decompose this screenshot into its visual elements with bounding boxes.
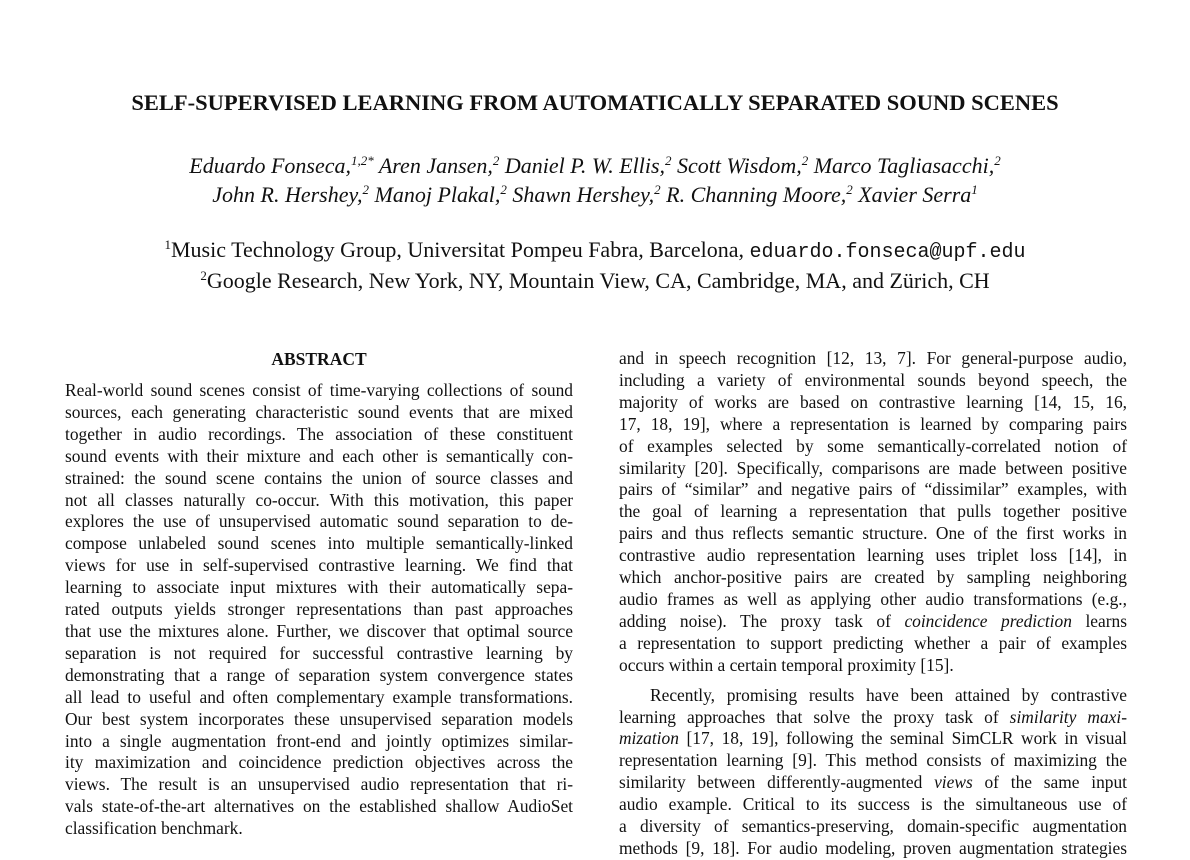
emphasis-term: coincidence prediction: [904, 610, 1072, 631]
author-email: eduardo.fonseca@upf.edu: [749, 241, 1026, 264]
text-line: separation is not required for successful contrastive learning by: [65, 642, 573, 663]
author-affiliation-mark: 1: [971, 182, 978, 197]
text-line: a representation to support predicting whether a pair of examples: [619, 632, 1127, 653]
text-line: including a variety of environmental sounds beyond speech, the: [619, 369, 1127, 390]
author-name: R. Channing Moore,: [660, 182, 847, 207]
text-line: of examples selected by some semantically-correlated notion of: [619, 435, 1127, 456]
text-line: not all classes naturally co-occur. With this motivation, this paper: [65, 489, 573, 510]
text-line: Recently, promising results have been attained by contrastive: [650, 684, 1127, 705]
text-line: audio example. Critical to its success is the simultaneous use of: [619, 794, 1127, 815]
text-line: Our best system incorporates these unsupervised separation models: [65, 708, 573, 729]
text-line: explores the use of unsupervised automatic sound separation to de-: [65, 511, 573, 532]
text-line: [619, 772, 1127, 794]
text-line: views. The result is an unsupervised audio representation that ri-: [65, 774, 573, 795]
author-line-1: [0, 151, 1190, 180]
text-run: [17, 18, 19], following the seminal SimCLR work in visual: [678, 728, 1127, 749]
author-name: Marco Tagliasacchi,: [808, 153, 995, 178]
text-line: rated outputs yields stronger representations than past approaches: [65, 599, 573, 620]
body-column: [619, 348, 1127, 860]
abstract-heading: ABSTRACT: [271, 349, 367, 369]
text-line: together in audio recordings. The association of these constituent: [65, 423, 573, 444]
affiliation-2: [0, 267, 1190, 295]
author-name: John R. Hershey,: [212, 182, 363, 207]
author-affiliation-mark: 2: [492, 153, 500, 168]
text-line: all lead to useful and often complementary example transformations.: [65, 686, 573, 707]
text-line: [619, 707, 1127, 729]
text-line: occurs within a certain temporal proximity [15].: [619, 654, 954, 675]
author-list: [0, 151, 1190, 209]
text-line: pairs and thus reflects semantic structure. One of the first works in: [619, 523, 1127, 544]
affiliation-mark: 1: [164, 237, 171, 252]
text-line: [619, 611, 1127, 633]
affiliation-mark: 2: [200, 268, 207, 283]
author-name: Shawn Hershey,: [506, 182, 655, 207]
author-affiliation-mark: 1,2*: [351, 153, 374, 168]
author-name: Aren Jansen,: [373, 153, 493, 178]
author-affiliation-mark: 2: [654, 182, 661, 197]
text-line: strained: the sound scene contains the union of source classes and: [65, 467, 573, 488]
emphasis-term: mization: [619, 728, 679, 749]
paper-title: SELF-SUPERVISED LEARNING FROM AUTOMATICALLY SEPARATED SOUND SCENES: [131, 90, 1059, 115]
text-line: into a single augmentation front-end and jointly optimizes similar-: [65, 730, 573, 751]
author-affiliation-mark: 2: [665, 153, 672, 168]
text-run: of the same input: [972, 772, 1128, 793]
author-name: Manoj Plakal,: [369, 182, 501, 207]
text-line: views for use in self-supervised contrastive learning. We find that: [65, 555, 573, 576]
text-line: representation learning [9]. This method consists of maximizing the: [619, 750, 1127, 771]
body-paragraph-2: [619, 685, 1127, 860]
text-line: a diversity of semantics-preserving, domain-specific augmentation: [619, 816, 1127, 837]
author-affiliation-mark: 2: [994, 153, 1001, 168]
author-affiliation-mark: 2: [500, 182, 507, 197]
affiliation-text: Google Research, New York, NY, Mountain View, CA, Cambridge, MA, and Zürich, CH: [206, 268, 990, 293]
text-line: [619, 728, 1127, 750]
text-line: the goal of learning a representation that pulls together positive: [619, 501, 1127, 522]
emphasis-term: similarity maxi-: [1009, 706, 1127, 727]
text-line: learning to associate input mixtures with their automatically sepa-: [65, 577, 573, 598]
text-line: contrastive audio representation learning uses triplet loss [14], in: [619, 545, 1127, 566]
text-line: that use the mixtures alone. Further, we discover that optimal source: [65, 620, 573, 641]
text-line: majority of works are based on contrastive learning [14, 15, 16,: [619, 391, 1127, 412]
text-line: ity maximization and coincidence prediction objectives across the: [65, 752, 573, 773]
text-run: similarity between differently-augmented: [619, 772, 935, 793]
text-line: and in speech recognition [12, 13, 7]. For general-purpose audio,: [619, 348, 1127, 368]
text-line: sound events with their mixture and each other is semantically con-: [65, 445, 573, 466]
text-run: learning approaches that solve the proxy task of: [619, 706, 1010, 727]
author-name: Scott Wisdom,: [671, 153, 802, 178]
affiliation-text: Music Technology Group, Universitat Pompeu Fabra, Barcelona,: [170, 237, 750, 262]
text-line: audio frames as well as applying other audio transformations (e.g.,: [619, 588, 1127, 609]
affiliation-1: [0, 236, 1190, 267]
text-line: vals state-of-the-art alternatives on the established shallow AudioSet: [65, 796, 573, 817]
text-line: pairs of “similar” and negative pairs of “dissimilar” examples, with: [619, 479, 1127, 500]
abstract-column: [65, 348, 573, 840]
text-run: adding noise). The proxy task of: [619, 610, 905, 631]
text-line: sources, each generating characteristic sound events that are mixed: [65, 401, 573, 422]
author-affiliation-mark: 2: [801, 153, 809, 168]
text-line: methods [9, 18]. For audio modeling, proven augmentation strategies: [619, 837, 1127, 858]
author-name: Xavier Serra: [852, 182, 972, 207]
affiliations: [0, 236, 1190, 295]
body-paragraph-1: [619, 348, 1127, 677]
text-line: which anchor-positive pairs are created by sampling neighboring: [619, 567, 1127, 588]
abstract-body: [65, 380, 573, 840]
text-line: 17, 18, 19], where a representation is learned by comparing pairs: [619, 413, 1127, 434]
text-line: demonstrating that a range of separation system convergence states: [65, 664, 573, 685]
author-affiliation-mark: 2: [846, 182, 853, 197]
text-run: learns: [1071, 610, 1127, 631]
text-line: compose unlabeled sound scenes into multiple semantically-linked: [65, 533, 573, 554]
author-name: Eduardo Fonseca,: [189, 153, 352, 178]
text-line: classification benchmark.: [65, 818, 243, 839]
text-line: Real-world sound scenes consist of time-varying collections of sound: [65, 380, 573, 400]
author-line-2: [0, 180, 1190, 209]
text-line: similarity [20]. Specifically, comparisons are made between positive: [619, 457, 1127, 478]
author-affiliation-mark: 2: [362, 182, 370, 197]
emphasis-term: views: [934, 772, 973, 793]
author-name: Daniel P. W. Ellis,: [499, 153, 666, 178]
